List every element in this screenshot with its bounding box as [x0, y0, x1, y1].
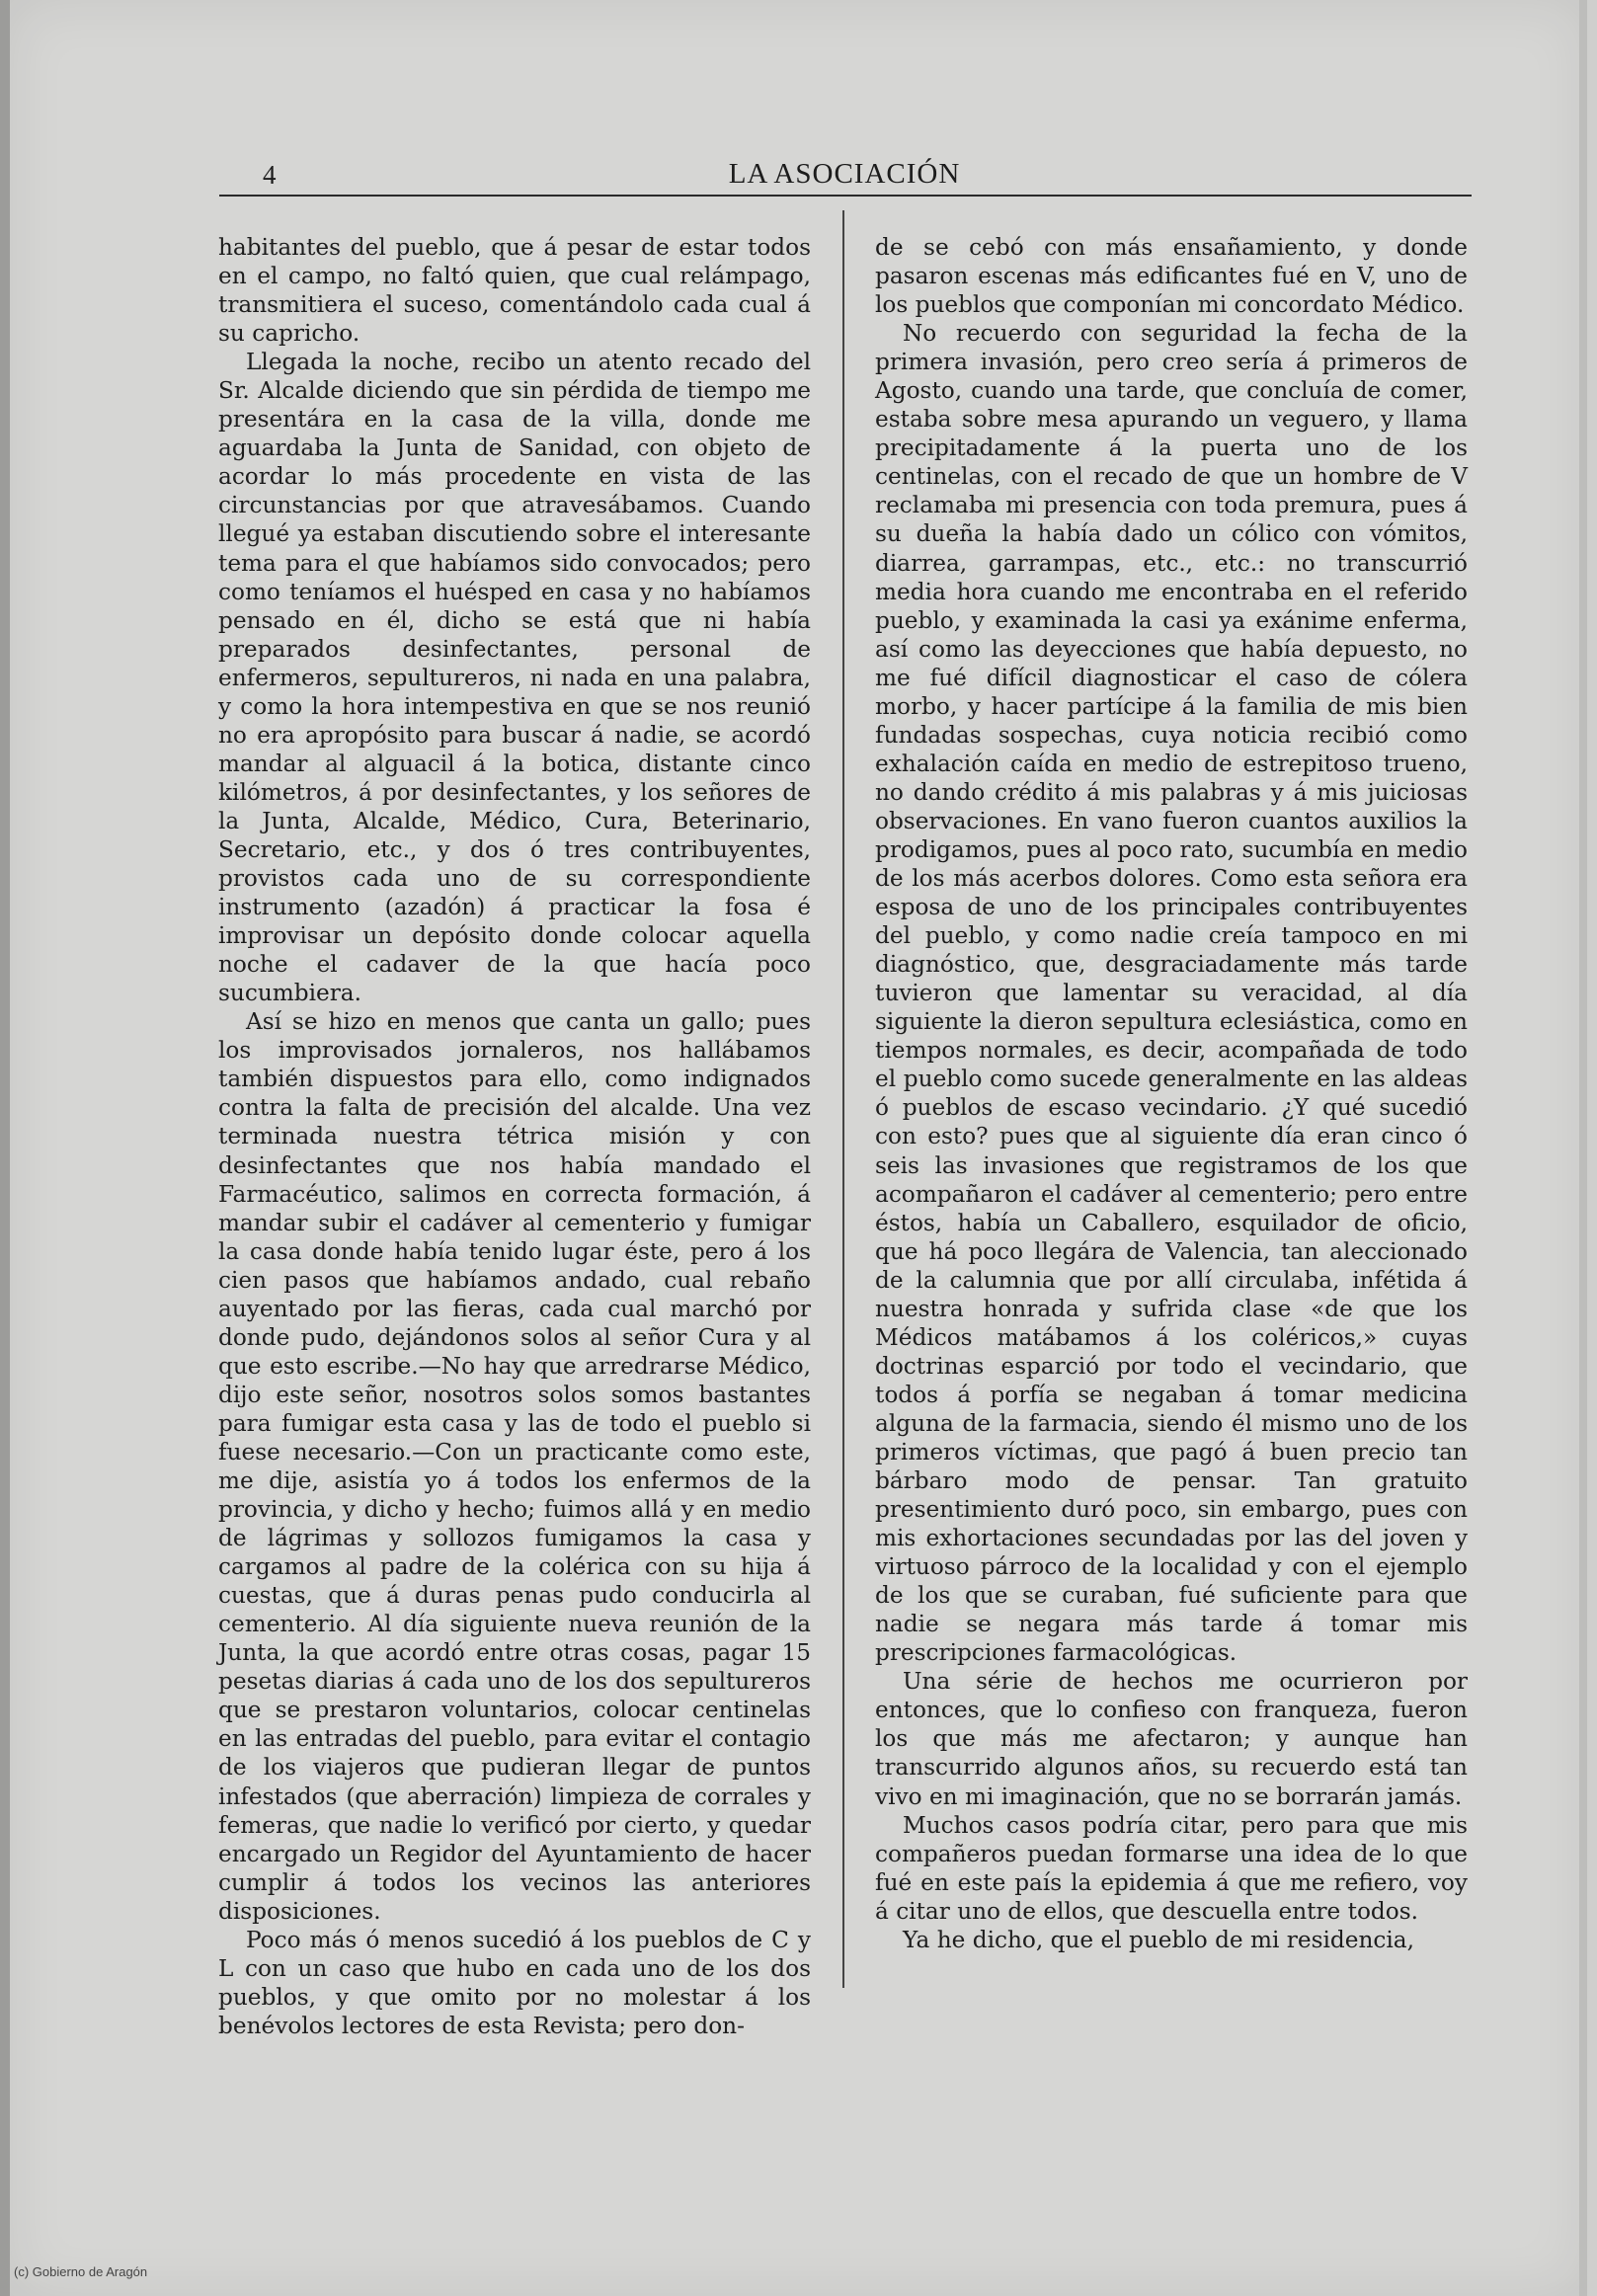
column-divider — [842, 210, 844, 1988]
page-number: 4 — [263, 160, 277, 190]
header-rule — [219, 195, 1472, 197]
page-edge-right — [1579, 0, 1587, 2296]
page-header — [217, 148, 1472, 198]
left-column — [218, 233, 811, 2040]
paragraph: Muchos casos podría citar, pero para que mis compañeros puedan formarse una idea de lo que fué en este país la epidemia á que me refiero, voy á citar uno de ellos, que descuella entre todos. — [875, 1811, 1468, 1925]
paragraph: de se cebó con más ensañamiento, y donde pasaron escenas más edificantes fué en V, uno de los pueblos que componían mi concordato Médico. — [875, 234, 1468, 319]
paragraph: habitantes del pueblo, que á pesar de estar todos en el campo, no faltó quien, que cual relámpago, transmitiera el suceso, comentándolo cada cual á su capricho. — [218, 234, 811, 348]
paragraph: Ya he dicho, que el pueblo de mi residencia, — [903, 1926, 1415, 1953]
right-column — [875, 233, 1468, 1954]
running-title: LA ASOCIACIÓN — [728, 158, 961, 190]
copyright-credit: (c) Gobierno de Aragón — [14, 2264, 148, 2279]
paragraph: Así se hizo en menos que canta un gallo; pues los improvisados jornaleros, nos hallábamos también dispuestos para ello, como indignados contra la falta de precisión del alcalde. Una vez terminada nuestra tétrica misión y con desinfectantes que nos había mandado el Farmacéutico, salimos en correcta formación, á mandar subir el cadáver al cementerio y fumigar la casa donde había tenido lugar éste, pero á los cien pasos que habíamos andado, cual rebaño auyentado por las fieras, cada cual marchó por donde pudo, dejándonos solos al señor Cura y al que esto escribe.—No hay que arredrarse Médico, dijo este señor, nosotros solos somos bastantes para fumigar esta casa y las de todo el pueblo si fuese necesario.—Con un practicante como este, me dije, asistía yo á todos los enfermos de la provincia, y dicho y hecho; fuimos allá y en medio de lágrimas y sollozos fumigamos la casa y cargamos al padre de la colérica con su hija á cuestas, que á duras penas pudo conducirla al cementerio. Al día siguiente nueva reunión de la Junta, la que acordó entre otras cosas, pagar 15 pesetas diarias á cada uno de los dos sepultureros que se prestaron voluntarios, colocar centinelas en las entradas del pueblo, para evitar el contagio de los viajeros que pudieran llegar de puntos infestados (que aberración) limpieza de corrales y femeras, que nadie lo verificó por cierto, y quedar encargado un Regidor del Ayuntamiento de hacer cumplir á todos los vecinos las anteriores disposiciones. — [218, 1008, 811, 1925]
paragraph: Una série de hechos me ocurrieron por entonces, que lo confieso con franqueza, fueron los que más me afectaron; y aunque han transcurrido algunos años, su recuerdo está tan vivo en mi imaginación, que no se borrarán jamás. — [875, 1668, 1468, 1810]
paragraph: No recuerdo con seguridad la fecha de la primera invasión, pero creo sería á primeros de Agosto, cuando una tarde, que concluía de comer, estaba sobre mesa apurando un veguero, y llama precipitadamente á la puerta uno de los centinelas, con el recado de que un hombre de V reclamaba mi presencia con toda premura, pues á su dueña la había dado un cólico con vómitos, diarrea, garrampas, etc., etc.: no transcurrió media hora cuando me encontraba en el referido pueblo, y examinada la casi ya exánime enferma, así como las deyecciones que había depuesto, no me fué difícil diagnosticar el caso de cólera morbo, y hacer partícipe á la familia de mis bien fundadas sospechas, cuya noticia recibió como exhalación caída en medio de estrepitoso trueno, no dando crédito á mis palabras y á mis juiciosas observaciones. En vano fueron cuantos auxilios la prodigamos, pues al poco rato, sucumbía en medio de los más acerbos dolores. Como esta señora era esposa de uno de los principales contribuyentes del pueblo, y como nadie creía tampoco en mi diagnóstico, que, desgraciadamente más tarde tuvieron que lamentar su veracidad, al día siguiente la dieron sepultura eclesiástica, como en tiempos normales, es decir, acompañada de todo el pueblo como sucede generalmente en las aldeas ó pueblos de escaso vecindario. ¿Y qué sucedió con esto? pues que al siguiente día eran cinco ó seis las invasiones que registramos de los que acompañaron el cadáver al cementerio; pero entre éstos, había un Caballero, esquilador de oficio, que há poco llegára de Valencia, tan aleccionado de la calumnia que por allí circulaba, infétida á nuestra honrada y sufrida clase «de que los Médicos matábamos á los coléricos,» cuyas doctrinas esparció por todo el vecindario, que todos á porfía se negaban á tomar medicina alguna de la farmacia, siendo él mismo uno de los primeros víctimas, que pagó á buen precio tan bárbaro modo de pensar. Tan gratuito presentimiento duró poco, sin embargo, pues con mis exhortaciones secundadas por las del joven y virtuoso párroco de la localidad y con el ejemplo de los que se curaban, fué suficiente para que nadie se negara más tarde á tomar mis prescripciones farmacológicas. — [875, 320, 1468, 1667]
page-edge-left — [0, 0, 10, 2296]
paragraph: Llegada la noche, recibo un atento recado del Sr. Alcalde diciendo que sin pérdida de tiempo me presentára en la casa de la villa, donde me aguardaba la Junta de Sanidad, con objeto de acordar lo más procedente en vista de las circunstancias por que atravesábamos. Cuando llegué ya estaban discutiendo sobre el interesante tema para el que habíamos sido convocados; pero como teníamos el huésped en casa y no habíamos pensado en él, dicho se está que ni había preparados desinfectantes, personal de enfermeros, sepultureros, ni nada en una palabra, y como la hora intempestiva en que se nos reunió no era apropósito para buscar á nadie, se acordó mandar al alguacil á la botica, distante cinco kilómetros, á por desinfectantes, y los señores de la Junta, Alcalde, Médico, Cura, Beterinario, Secretario, etc., y dos ó tres contribuyentes, provistos cada uno de su correspondiente instrumento (azadón) á practicar la fosa é improvisar un depósito donde colocar aquella noche el cadaver de la que hacía poco sucumbiera. — [218, 349, 811, 1007]
paragraph: Poco más ó menos sucedió á los pueblos de C y L con un caso que hubo en cada uno de los dos pueblos, y que omito por no molestar á los benévolos lectores de esta Revista; pero don- — [218, 1926, 811, 2039]
